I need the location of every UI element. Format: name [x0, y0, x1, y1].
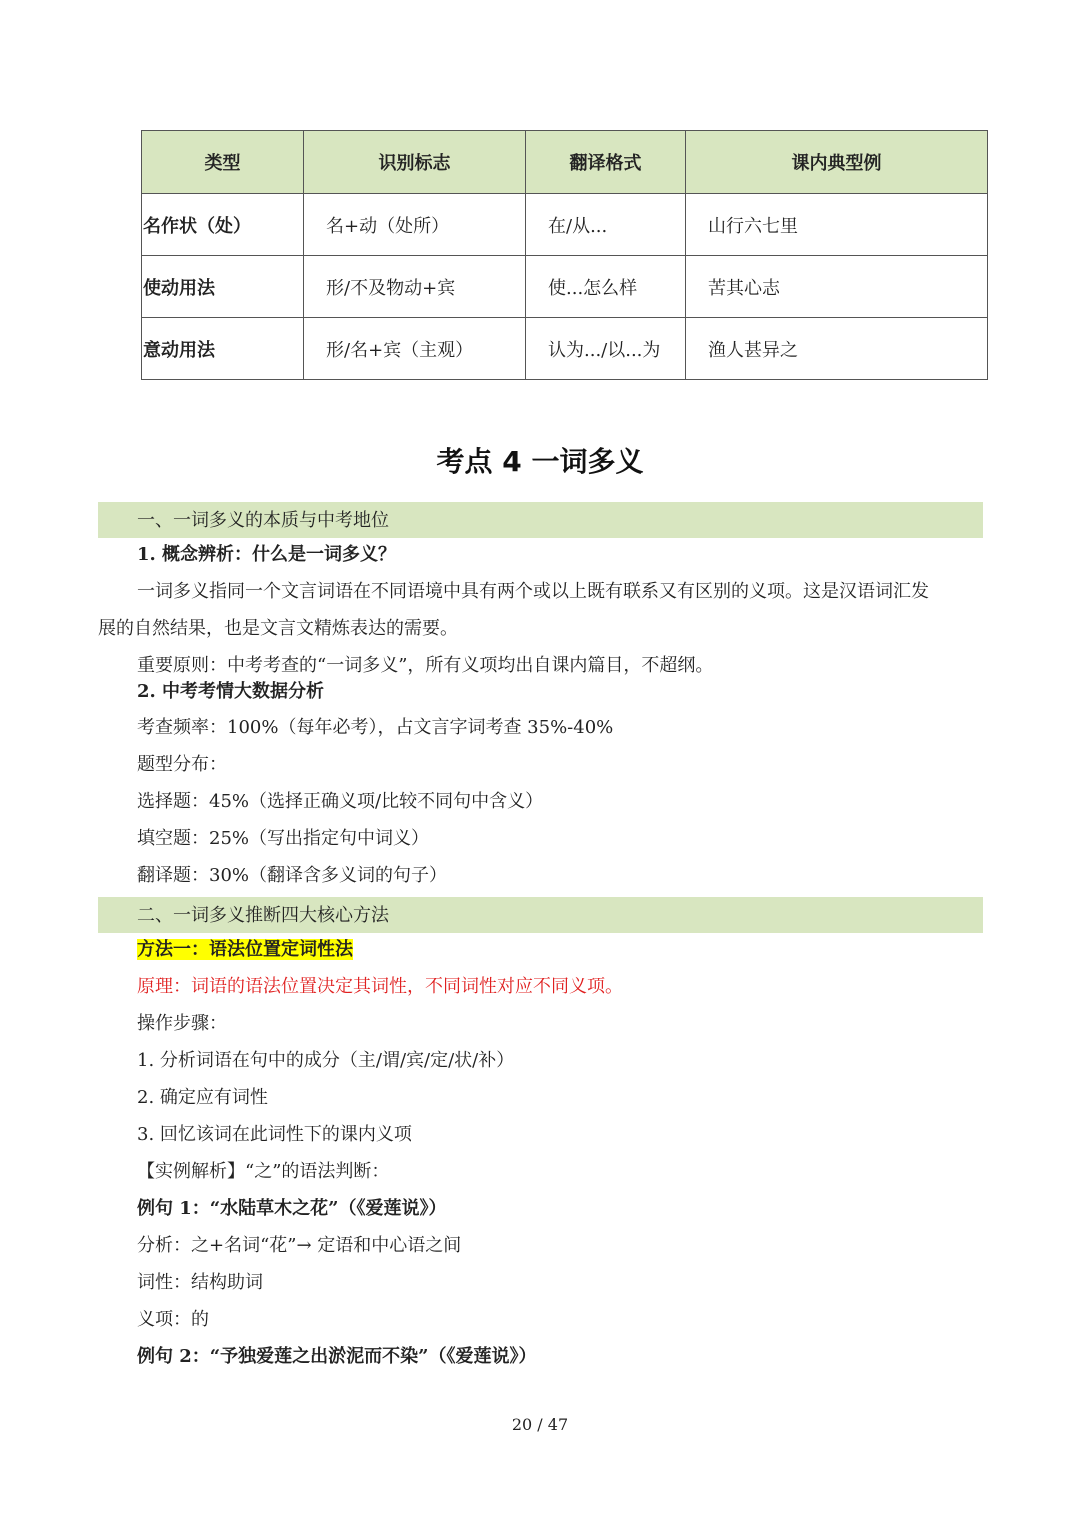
table-cell: 意动用法	[142, 318, 304, 380]
example1-meaning: 义项：的	[137, 1309, 209, 1330]
distribution-label: 题型分布：	[137, 754, 227, 775]
section-title: 考点 4 一词多义	[436, 445, 644, 478]
example1-title: 例句 1：“水陆草木之花”（《爱莲说》）	[137, 1198, 447, 1219]
table-cell: 使...怎么样	[526, 256, 686, 318]
table-row	[142, 256, 988, 318]
frequency-text: 考查频率：100%（每年必考），占文言字词考查 35%-40%	[137, 717, 614, 738]
q1-title: 1. 概念辨析：什么是一词多义？	[137, 544, 397, 565]
table-cell: 苦其心志	[686, 256, 988, 318]
q2-title: 2. 中考考情大数据分析	[137, 681, 325, 702]
step-item: 1. 分析词语在句中的成分（主/谓/宾/定/状/补）	[137, 1050, 515, 1071]
part2-heading-band	[98, 897, 983, 933]
example1-analysis: 分析：之+名词“花”→ 定语和中心语之间	[137, 1235, 462, 1256]
header-type: 类型	[142, 131, 304, 194]
table-cell: 山行六七里	[686, 194, 988, 256]
header-format: 翻译格式	[526, 131, 686, 194]
page-number: 20 / 47	[511, 1415, 569, 1434]
method1-principle: 原理：词语的语法位置决定其词性，不同词性对应不同义项。	[137, 976, 623, 997]
step-item: 3. 回忆该词在此词性下的课内义项	[137, 1124, 412, 1145]
table-header-row	[142, 131, 988, 194]
method1-title	[137, 935, 353, 961]
part1-heading-band	[98, 502, 983, 538]
part2-heading: 二、一词多义推断四大核心方法	[137, 905, 389, 926]
part1-heading: 一、一词多义的本质与中考地位	[137, 510, 389, 531]
example-intro: 【实例解析】“之”的语法判断：	[137, 1161, 390, 1182]
principle-text: 重要原则：中考考查的“一词多义”，所有义项均出自课内篇目，不超纲。	[137, 655, 714, 676]
q1-paragraph-line2: 展的自然结果，也是文言文精炼表达的需要。	[98, 618, 458, 639]
steps-label: 操作步骤：	[137, 1013, 227, 1034]
example2-title: 例句 2：“予独爱莲之出淤泥而不染”（《爱莲说》）	[137, 1346, 537, 1367]
step-item: 2. 确定应有词性	[137, 1087, 268, 1108]
table-cell: 形/名+宾（主观）	[304, 318, 526, 380]
example1-pos: 词性：结构助词	[137, 1272, 263, 1293]
distribution-item: 选择题：45%（选择正确义项/比较不同句中含义）	[137, 791, 544, 812]
table-cell: 认为.../以...为	[526, 318, 686, 380]
table-cell: 形/不及物动+宾	[304, 256, 526, 318]
table-cell: 在/从...	[526, 194, 686, 256]
table-cell: 使动用法	[142, 256, 304, 318]
table-row	[142, 194, 988, 256]
table-row	[142, 318, 988, 380]
method1-highlight: 方法一：语法位置定词性法	[137, 939, 353, 960]
header-example: 课内典型例	[686, 131, 988, 194]
grammar-usage-table	[141, 130, 988, 380]
distribution-item: 翻译题：30%（翻译含多义词的句子）	[137, 865, 448, 886]
q1-paragraph-line1: 一词多义指同一个文言词语在不同语境中具有两个或以上既有联系又有区别的义项。这是汉语词汇发	[137, 581, 929, 602]
table-cell: 渔人甚异之	[686, 318, 988, 380]
table-cell: 名+动（处所）	[304, 194, 526, 256]
table-cell: 名作状（处）	[142, 194, 304, 256]
header-marker: 识别标志	[304, 131, 526, 194]
distribution-item: 填空题：25%（写出指定句中词义）	[137, 828, 430, 849]
